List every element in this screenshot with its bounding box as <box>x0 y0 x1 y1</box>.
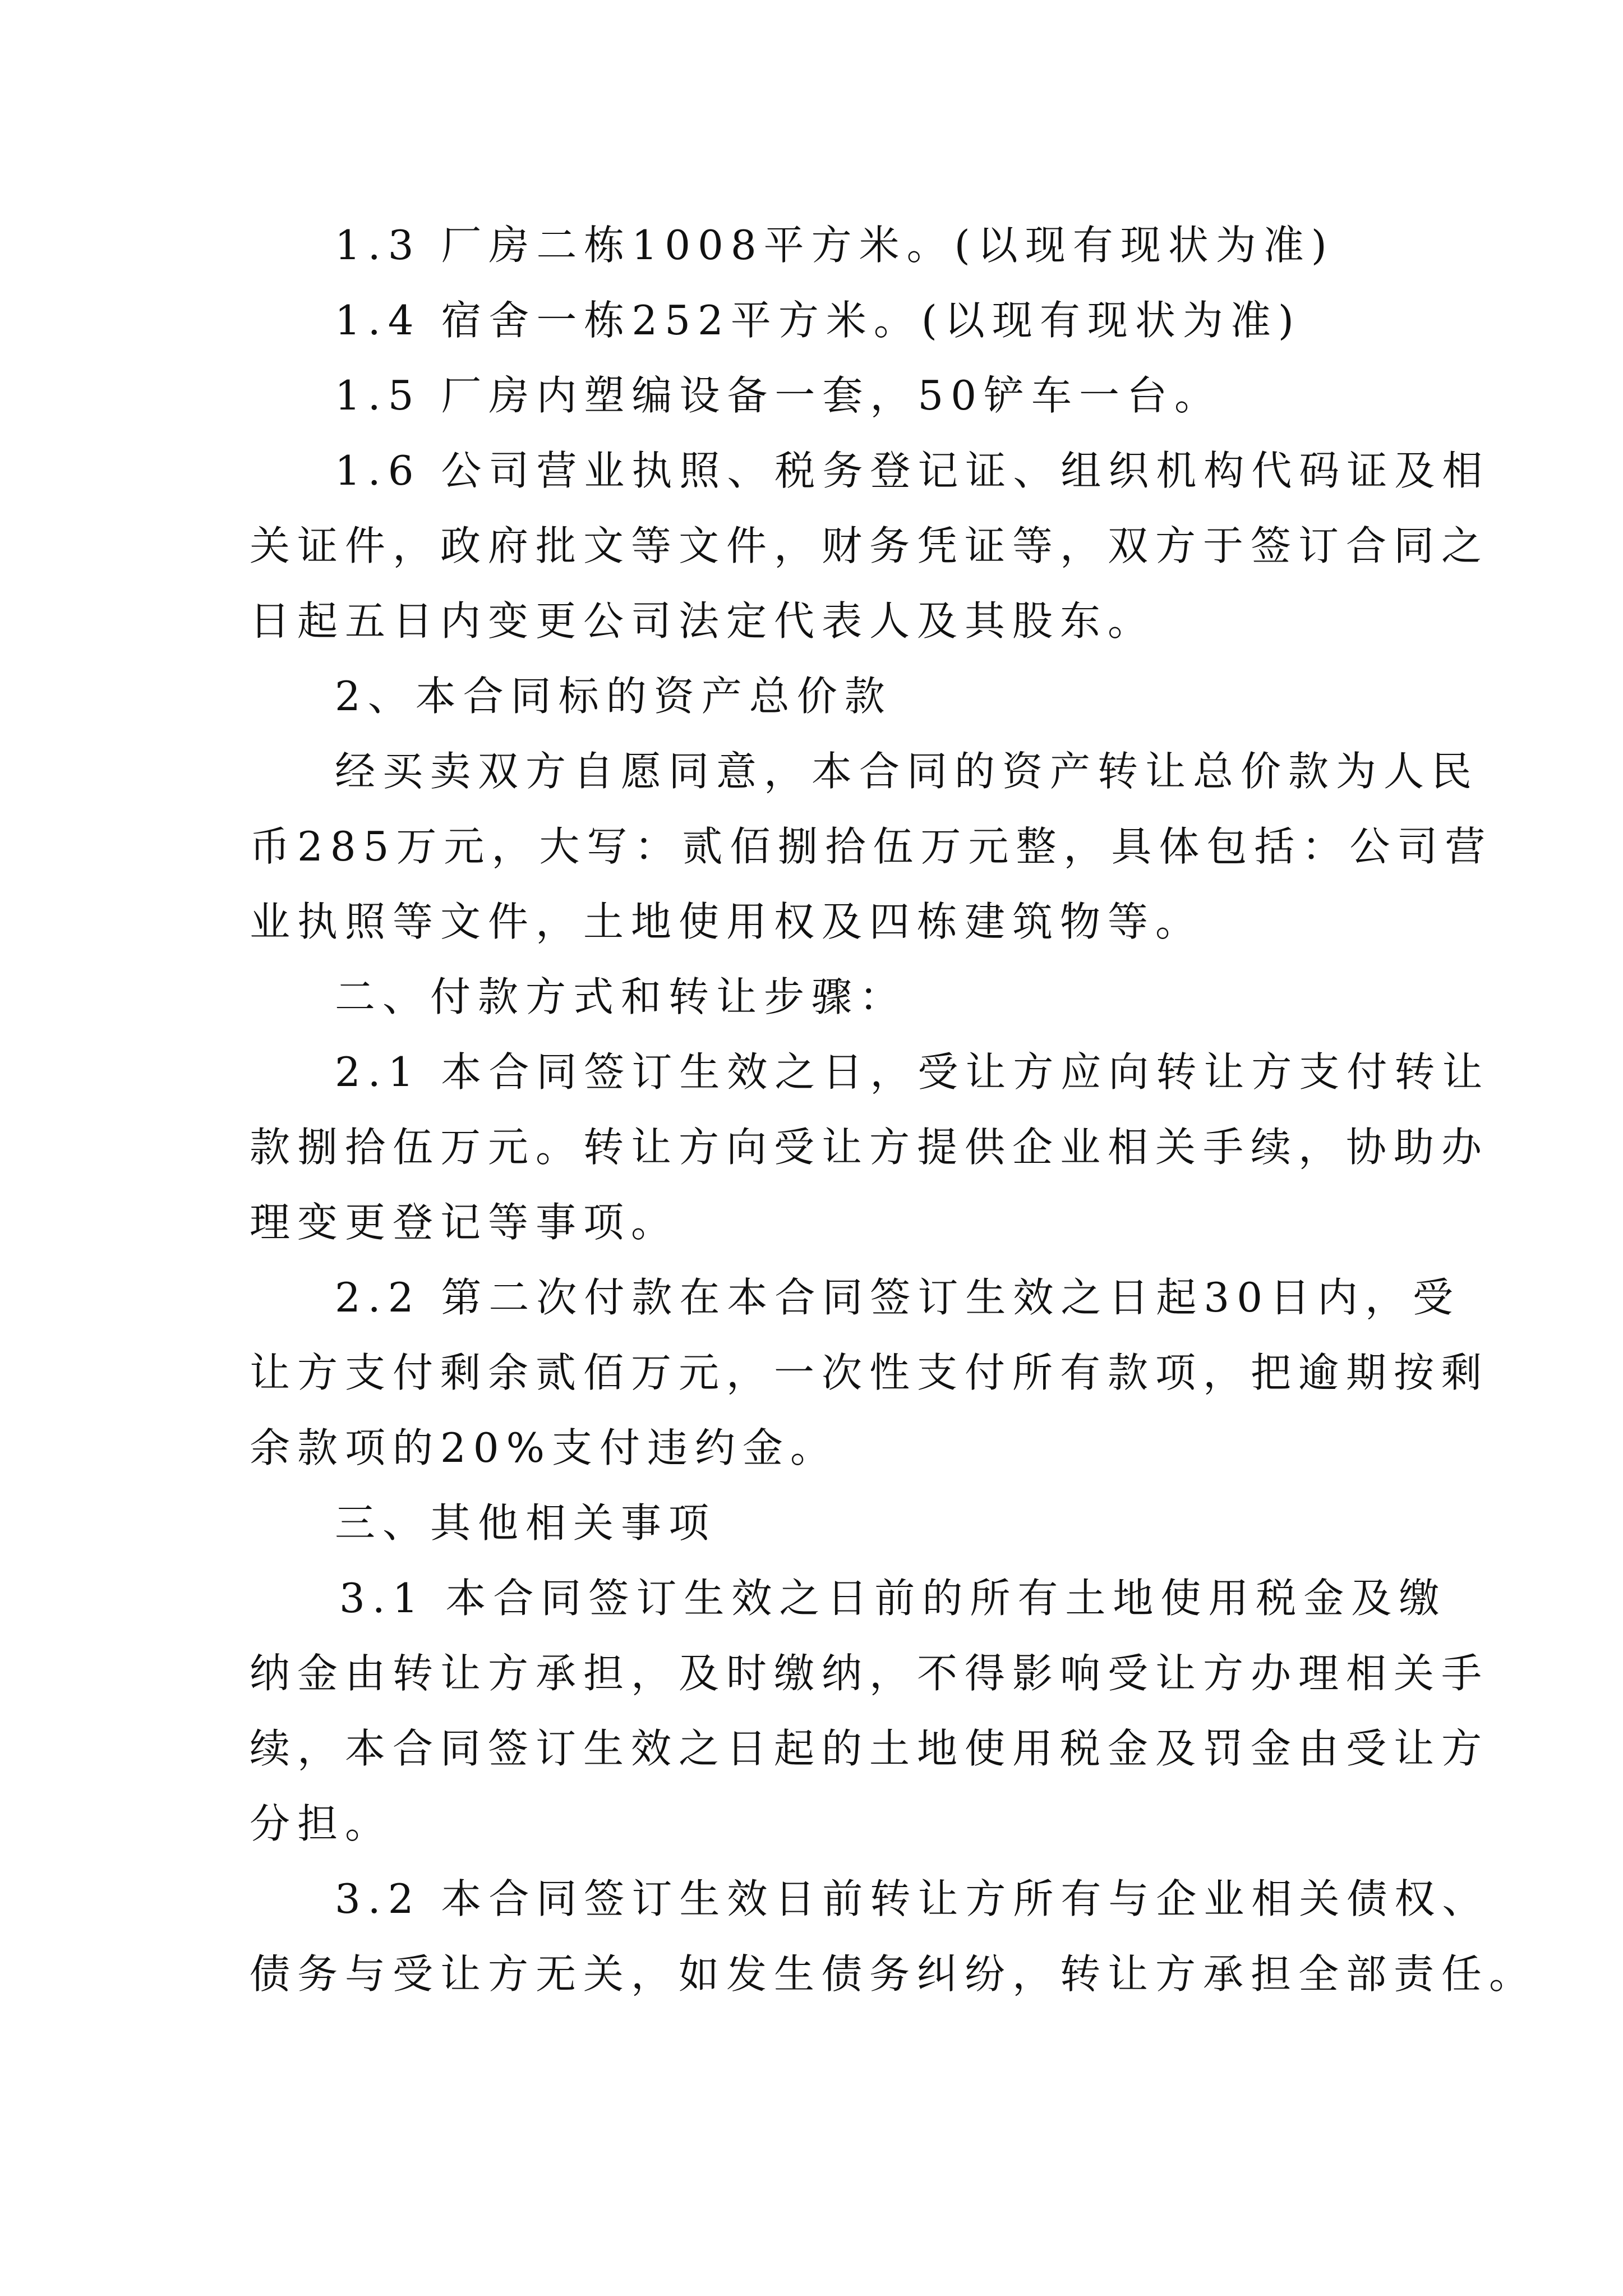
line-2-1: 2.1 本合同签订生效之日，受让方应向转让方支付转让 <box>335 1048 1490 1096</box>
line-3-1: 3.1 本合同签订生效之日前的所有土地使用税金及缴 <box>339 1575 1447 1622</box>
line-2-1-cont-2: 理变更登记等事项。 <box>250 1199 679 1246</box>
section-2-heading: 二、付款方式和转让步骤： <box>335 973 907 1020</box>
section-3-heading: 三、其他相关事项 <box>335 1499 717 1547</box>
heading-2-total-price: 2、本合同标的资产总价款 <box>335 673 892 720</box>
line-3-1-cont-2: 续，本合同签订生效之日起的土地使用税金及罚金由受让方 <box>250 1725 1490 1772</box>
line-3-2-cont-1: 债务与受让方无关，如发生债务纠纷，转让方承担全部责任。 <box>250 1950 1537 1998</box>
line-1-6-cont-2: 日起五日内变更公司法定代表人及其股东。 <box>250 597 1156 645</box>
line-3-2: 3.2 本合同签订生效日前转让方所有与企业相关债权、 <box>335 1875 1490 1922</box>
line-2-1-cont-1: 款捌拾伍万元。转让方向受让方提供企业相关手续，协助办 <box>250 1124 1490 1171</box>
line-1-5: 1.5 厂房内塑编设备一套，50铲车一台。 <box>335 372 1223 419</box>
price-paragraph-cont-1: 币285万元，大写：贰佰捌拾伍万元整，具体包括：公司营 <box>250 823 1493 870</box>
line-1-4: 1.4 宿舍一栋252平方米。(以现有现状为准) <box>335 297 1301 344</box>
line-1-6: 1.6 公司营业执照、税务登记证、组织机构代码证及相 <box>335 447 1490 494</box>
line-3-1-cont-1: 纳金由转让方承担，及时缴纳，不得影响受让方办理相关手 <box>250 1650 1490 1697</box>
price-paragraph: 经买卖双方自愿同意，本合同的资产转让总价款为人民 <box>335 748 1479 795</box>
line-2-2: 2.2 第二次付款在本合同签订生效之日起30日内，受 <box>335 1274 1461 1321</box>
line-3-1-cont-3: 分担。 <box>250 1800 393 1847</box>
price-paragraph-cont-2: 业执照等文件，土地使用权及四栋建筑物等。 <box>250 898 1204 945</box>
document-body <box>250 208 1537 2012</box>
line-1-3: 1.3 厂房二栋1008平方米。(以现有现状为准) <box>335 222 1334 269</box>
line-1-6-cont-1: 关证件，政府批文等文件，财务凭证等，双方于签订合同之 <box>250 522 1490 569</box>
line-2-2-cont-2: 余款项的20%支付违约金。 <box>250 1424 838 1471</box>
line-2-2-cont-1: 让方支付剩余贰佰万元，一次性支付所有款项，把逾期按剩 <box>250 1349 1490 1396</box>
